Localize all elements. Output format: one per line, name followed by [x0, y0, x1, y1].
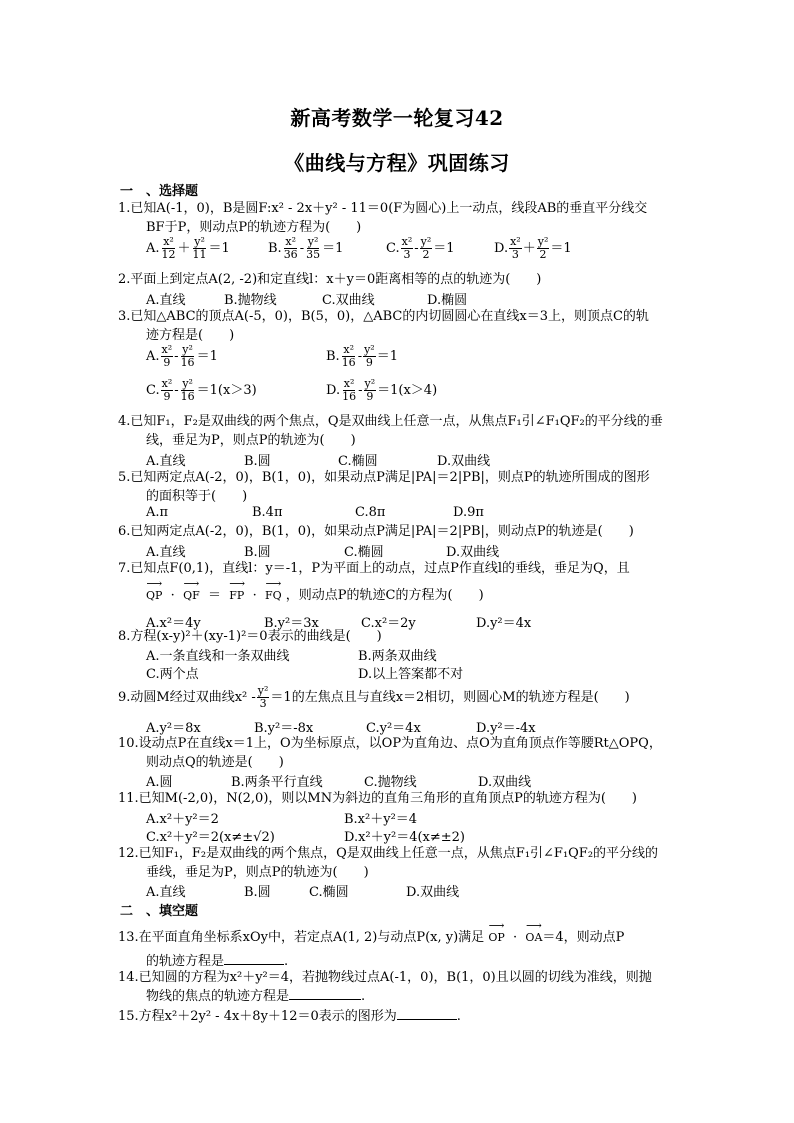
question-2-option-a[interactable]: A.直线	[146, 293, 186, 308]
question-12	[118, 844, 702, 882]
question-13-line2: 的轨迹方程是 .	[146, 954, 289, 969]
answer-blank-13[interactable]	[224, 952, 284, 965]
vector-oa: ⟶ OA	[525, 925, 542, 944]
question-10-text-line1: 10.设动点P在直线x＝1上，O为坐标原点，以OP为直角边、点O为直角顶点作等腰Rt△OPQ，	[118, 736, 662, 751]
question-8-option-a[interactable]: A.一条直线和一条双曲线	[146, 649, 290, 664]
question-5-text-line2: 的面积等于( )	[146, 489, 248, 504]
question-12-option-b[interactable]: B.圆	[244, 885, 271, 900]
question-1	[118, 199, 702, 237]
section-choice-heading: 一 、选择题	[120, 184, 199, 199]
question-4-option-a[interactable]: A.直线	[146, 454, 186, 469]
question-9-option-a[interactable]: A.y²＝8x	[146, 721, 201, 736]
question-9-option-b[interactable]: B.y²＝-8x	[254, 721, 314, 736]
question-8-text: 8.方程(x-y)²＋(xy-1)²＝0表示的曲线是( )	[118, 629, 382, 644]
answer-blank-15[interactable]	[397, 1007, 457, 1020]
question-8-option-c[interactable]: C.两个点	[146, 667, 199, 682]
question-5-text-line1: 5.已知两定点A(-2，0)，B(1，0)，如果动点P满足|PA|＝2|PB|，则点P的轨迹所围成的图形	[118, 470, 650, 485]
question-5-option-a[interactable]: A.π	[146, 505, 169, 520]
question-5-option-c[interactable]: C.8π	[355, 505, 386, 520]
question-4-option-c[interactable]: C.椭圆	[338, 454, 378, 469]
vector-op: ⟶ OP	[488, 925, 504, 944]
question-12-text-line2: 垂线，垂足为P，则点P的轨迹为( )	[146, 865, 369, 880]
question-5-option-b[interactable]: B.4π	[252, 505, 283, 520]
question-1-option-d[interactable]: D. $\frac{\text{x²}}{3}$ ＋ $\frac{\text{y²}}{2}$ ＝1	[494, 235, 572, 261]
question-10-option-d[interactable]: D.双曲线	[478, 775, 532, 790]
section-fill-heading: 二 、填空题	[120, 904, 199, 919]
question-11-option-d[interactable]: D.x²＋y²＝4(x≠±2)	[344, 830, 465, 845]
question-6-option-a[interactable]: A.直线	[146, 545, 186, 560]
question-4-text-line1: 4.已知F₁，F₂是双曲线的两个焦点，Q是双曲线上任意一点，从焦点F₁引∠F₁QF₂的平分线的垂	[118, 414, 663, 429]
question-2-option-d[interactable]: D.椭圆	[427, 293, 468, 308]
question-3-option-b[interactable]: B. $\frac{\text{x²}}{16}$ - $\frac{\text{y²}}{9}$ ＝1	[326, 343, 398, 369]
question-10-option-c[interactable]: C.抛物线	[364, 775, 417, 790]
question-15: 15.方程x²＋2y² - 4x＋8y＋12＝0表示的图形为 .	[118, 1009, 461, 1024]
question-6-text: 6.已知两定点A(-2，0)，B(1，0)，如果动点P满足|PA|＝2|PB|，则动点P的轨迹是( )	[118, 524, 634, 539]
question-14	[118, 968, 702, 1006]
page-title: 新高考数学一轮复习42	[290, 106, 504, 130]
question-1-option-c[interactable]: C. $\frac{\text{x²}}{3}$ - $\frac{\text{y²}}{2}$ ＝1	[386, 235, 455, 261]
question-1-option-a[interactable]: A. $\frac{\text{x²}}{12}$ ＋ $\frac{\text{y²}}{11}$ ＝1	[146, 235, 230, 261]
vector-fq: ⟶ FQ	[265, 583, 282, 602]
question-6-option-d[interactable]: D.双曲线	[446, 545, 500, 560]
question-4	[118, 412, 702, 450]
question-7-text-line1: 7.已知点F(0,1)，直线l：y＝-1，P为平面上的动点，过点P作直线l的垂线，垂足为Q，且	[118, 561, 630, 576]
question-10-option-a[interactable]: A.圆	[146, 775, 173, 790]
answer-blank-14[interactable]	[289, 987, 361, 1000]
question-11-option-b[interactable]: B.x²＋y²＝4	[344, 812, 418, 827]
question-9-option-d[interactable]: D.y²＝-4x	[476, 721, 536, 736]
question-12-text-line1: 12.已知F₁，F₂是双曲线的两个焦点，Q是双曲线上任意一点，从焦点F₁引∠F₁QF₂的平分线的	[118, 846, 659, 861]
question-14-text-line2: 物线的焦点的轨迹方程是 .	[146, 989, 366, 1004]
question-6-option-b[interactable]: B.圆	[244, 545, 271, 560]
question-12-option-a[interactable]: A.直线	[146, 885, 186, 900]
question-1-text-line2: BF于P，则动点P的轨迹方程为( )	[146, 220, 362, 235]
question-9-text: 9.动圆M经过双曲线x² - $\frac{\text{y²}}{3}$ ＝1的左焦点且与直线x＝2相切，则圆心M的轨迹方程是( )	[118, 684, 630, 710]
question-7-option-b[interactable]: B.y²＝3x	[264, 616, 319, 631]
question-12-option-c[interactable]: C.椭圆	[309, 885, 349, 900]
vector-fp: ⟶ FP	[229, 583, 244, 602]
question-10-text-line2: 则动点Q的轨迹是( )	[146, 755, 284, 770]
question-14-text-line1: 14.已知圆的方程为x²＋y²＝4，若抛物线过点A(-1，0)，B(1，0)且以圆的切线为准线，则抛	[118, 970, 652, 985]
vector-qp: ⟶ QP	[146, 583, 162, 602]
question-6-option-c[interactable]: C.椭圆	[344, 545, 384, 560]
question-11-option-c[interactable]: C.x²＋y²＝2(x≠±√2)	[146, 830, 275, 845]
question-10	[118, 734, 702, 772]
question-3-option-a[interactable]: A. $\frac{\text{x²}}{9}$ - $\frac{\text{y²}}{16}$ ＝1	[146, 343, 218, 369]
vector-qf: ⟶ QF	[183, 583, 200, 602]
page-subtitle: 《曲线与方程》巩固练习	[284, 151, 510, 175]
question-4-option-d[interactable]: D.双曲线	[437, 454, 491, 469]
question-2-option-b[interactable]: B.抛物线	[224, 293, 277, 308]
question-11-text: 11.已知M(-2,0)，N(2,0)，则以MN为斜边的直角三角形的直角顶点P的轨迹方程为( )	[118, 791, 637, 806]
question-7-vector-condition: ⟶ QP · ⟶ QF ＝ ⟶ FP · ⟶ FQ ，则动点P的轨迹C的方程为( )	[146, 583, 484, 603]
question-7-option-c[interactable]: C.x²＝2y	[361, 616, 416, 631]
question-8-option-b[interactable]: B.两条双曲线	[358, 649, 437, 664]
question-2-text: 2.平面上到定点A(2, -2)和定直线l：x＋y＝0距离相等的点的轨迹为( )	[118, 272, 542, 287]
question-13-line1: 13.在平面直角坐标系xOy中，若定点A(1, 2)与动点P(x, y)满足 ⟶ OP · ⟶ OA＝4，则动点P	[118, 925, 624, 945]
question-2-option-c[interactable]: C.双曲线	[322, 293, 375, 308]
question-7-option-a[interactable]: A.x²＝4y	[146, 616, 201, 631]
question-5-option-d[interactable]: D.9π	[453, 505, 484, 520]
question-3-text-line1: 3.已知△ABC的顶点A(-5，0)，B(5，0)，△ABC的内切圆圆心在直线x＝3上，则顶点C的轨	[118, 309, 649, 324]
question-11-option-a[interactable]: A.x²＋y²＝2	[146, 812, 219, 827]
question-5	[118, 468, 702, 506]
question-9-option-c[interactable]: C.y²＝4x	[366, 721, 421, 736]
question-8-option-d[interactable]: D.以上答案都不对	[358, 667, 464, 682]
question-1-option-b[interactable]: B. $\frac{\text{x²}}{36}$ - $\frac{\text{y²}}{35}$ ＝1	[268, 235, 344, 261]
question-7-option-d[interactable]: D.y²＝4x	[476, 616, 532, 631]
question-3-option-d[interactable]: D. $\frac{\text{x²}}{16}$ - $\frac{\text{y²}}{9}$ ＝1(x＞4)	[326, 377, 438, 403]
question-3-option-c[interactable]: C. $\frac{\text{x²}}{9}$ - $\frac{\text{y²}}{16}$ ＝1(x＞3)	[146, 377, 257, 403]
question-12-option-d[interactable]: D.双曲线	[406, 885, 460, 900]
question-10-option-b[interactable]: B.两条平行直线	[231, 775, 323, 790]
question-4-option-b[interactable]: B.圆	[244, 454, 271, 469]
question-3-text-line2: 迹方程是( )	[146, 328, 235, 343]
question-3	[118, 307, 702, 345]
question-1-text-line1: 1.已知A(-1，0)，B是圆F:x² - 2x＋y² - 11＝0(F为圆心)上一动点，线段AB的垂直平分线交	[118, 201, 648, 216]
question-4-text-line2: 线，垂足为P，则点P的轨迹为( )	[146, 433, 356, 448]
